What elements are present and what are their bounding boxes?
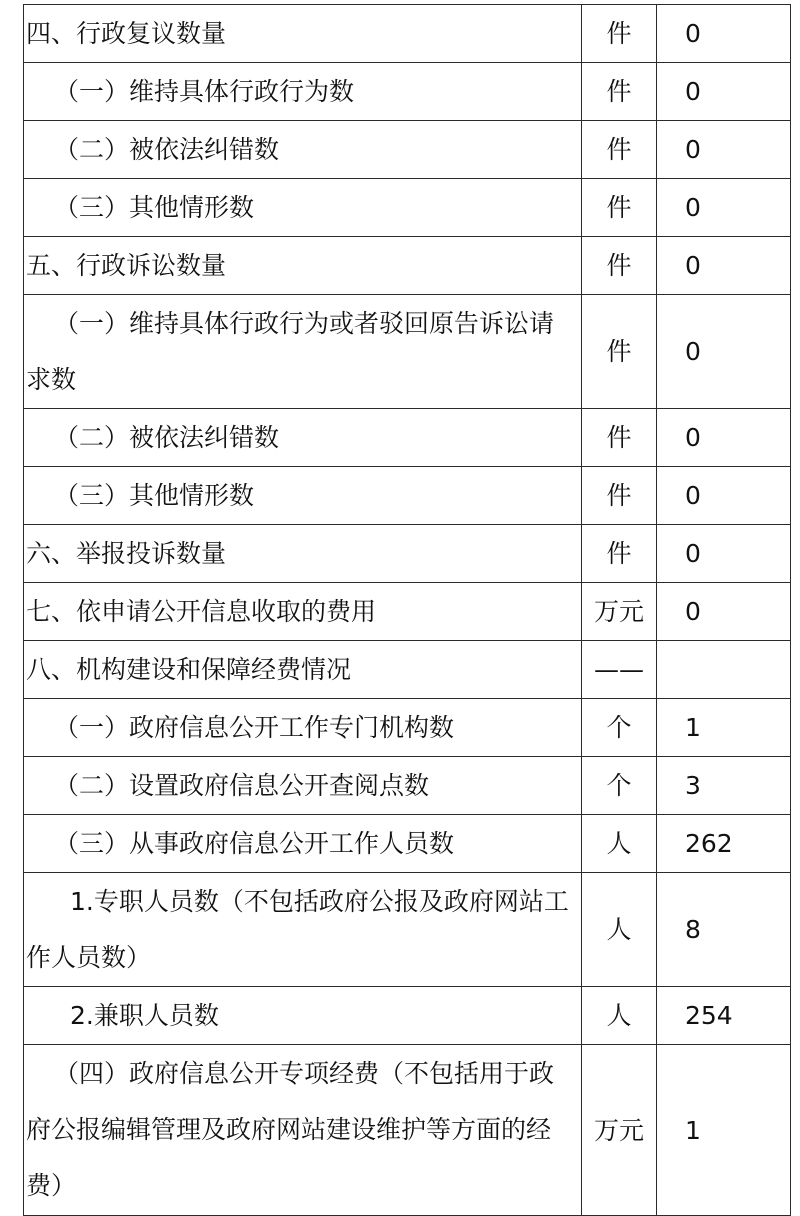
row-value: 0 <box>657 467 791 525</box>
table-row <box>24 815 791 873</box>
row-item-label: 五、行政诉讼数量 <box>24 237 582 295</box>
row-unit: 人 <box>582 815 657 873</box>
row-item-label: （三）其他情形数 <box>24 179 582 237</box>
row-unit: —— <box>582 641 657 699</box>
row-unit: 件 <box>582 525 657 583</box>
table-row <box>24 179 791 237</box>
row-value: 1 <box>657 1045 791 1216</box>
row-item-label: （四）政府信息公开专项经费（不包括用于政府公报编辑管理及政府网站建设维护等方面的经费） <box>24 1045 582 1216</box>
table-row <box>24 5 791 63</box>
table-row <box>24 641 791 699</box>
row-value: 0 <box>657 121 791 179</box>
row-item-label: （二）被依法纠错数 <box>24 121 582 179</box>
row-value: 0 <box>657 525 791 583</box>
row-item-label: 2.兼职人员数 <box>24 987 582 1045</box>
row-value: 0 <box>657 63 791 121</box>
table-row <box>24 987 791 1045</box>
row-item-label: （三）其他情形数 <box>24 467 582 525</box>
row-item-label: （一）维持具体行政行为数 <box>24 63 582 121</box>
row-item-label: （一）政府信息公开工作专门机构数 <box>24 699 582 757</box>
table-row <box>24 63 791 121</box>
table-row <box>24 237 791 295</box>
row-unit: 件 <box>582 295 657 409</box>
row-value: 0 <box>657 237 791 295</box>
statistics-table <box>23 4 791 1216</box>
row-unit: 个 <box>582 757 657 815</box>
row-value: 8 <box>657 873 791 987</box>
row-value: 1 <box>657 699 791 757</box>
row-value: 0 <box>657 583 791 641</box>
row-value: 254 <box>657 987 791 1045</box>
row-item-label: 四、行政复议数量 <box>24 5 582 63</box>
row-value: 262 <box>657 815 791 873</box>
row-unit: 人 <box>582 987 657 1045</box>
table-row <box>24 873 791 987</box>
table-row <box>24 467 791 525</box>
row-unit: 件 <box>582 467 657 525</box>
row-unit: 件 <box>582 121 657 179</box>
row-value <box>657 641 791 699</box>
row-unit: 人 <box>582 873 657 987</box>
row-unit: 件 <box>582 5 657 63</box>
row-unit: 万元 <box>582 1045 657 1216</box>
table-row <box>24 699 791 757</box>
row-unit: 件 <box>582 179 657 237</box>
row-unit: 件 <box>582 237 657 295</box>
row-item-label: （二）被依法纠错数 <box>24 409 582 467</box>
row-value: 0 <box>657 295 791 409</box>
row-item-label: 八、机构建设和保障经费情况 <box>24 641 582 699</box>
table-row <box>24 1045 791 1216</box>
row-item-label: 1.专职人员数（不包括政府公报及政府网站工作人员数） <box>24 873 582 987</box>
row-item-label: （一）维持具体行政行为或者驳回原告诉讼请求数 <box>24 295 582 409</box>
row-item-label: 六、举报投诉数量 <box>24 525 582 583</box>
table-row <box>24 583 791 641</box>
row-item-label: （三）从事政府信息公开工作人员数 <box>24 815 582 873</box>
row-value: 0 <box>657 409 791 467</box>
row-item-label: 七、依申请公开信息收取的费用 <box>24 583 582 641</box>
row-item-label: （二）设置政府信息公开查阅点数 <box>24 757 582 815</box>
row-unit: 万元 <box>582 583 657 641</box>
row-unit: 件 <box>582 409 657 467</box>
row-value: 0 <box>657 179 791 237</box>
row-unit: 件 <box>582 63 657 121</box>
table-row <box>24 121 791 179</box>
table-row <box>24 295 791 409</box>
table-row <box>24 757 791 815</box>
table-row <box>24 409 791 467</box>
row-unit: 个 <box>582 699 657 757</box>
row-value: 3 <box>657 757 791 815</box>
table-row <box>24 525 791 583</box>
row-value: 0 <box>657 5 791 63</box>
